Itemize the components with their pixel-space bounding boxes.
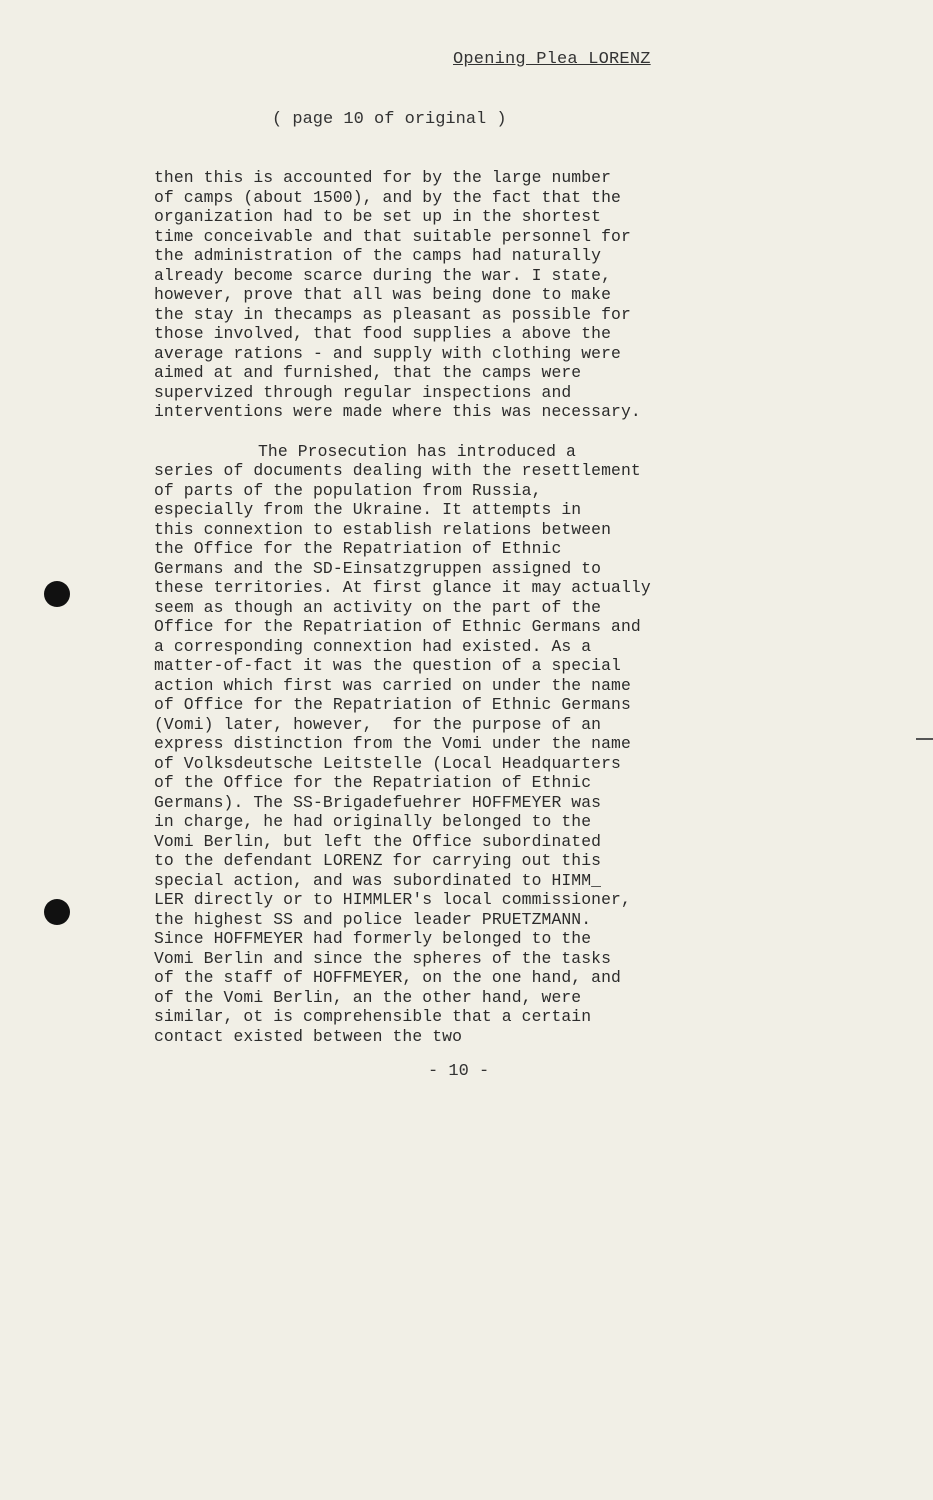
text-line: similar, ot is comprehensible that a certain (154, 1007, 592, 1026)
text-line: to the defendant LORENZ for carrying out this (154, 851, 602, 870)
paragraph-gap (154, 422, 754, 442)
text-line: interventions were made where this was necessary. (154, 402, 641, 421)
text-line: those involved, that food supplies a above the (154, 324, 612, 343)
text-line: supervized through regular inspections and (154, 382, 572, 402)
text-line: Germans). The SS-Brigadefuehrer HOFFMEYER was (154, 792, 602, 812)
paragraph-2 (154, 442, 754, 1047)
text-line: time conceivable and that suitable personnel for (154, 226, 631, 246)
text-line: the stay in thecamps as pleasant as possible for (154, 304, 631, 324)
page-number: - 10 - (428, 1062, 490, 1081)
text-line: the administration of the camps had naturally (154, 246, 602, 265)
text-line: matter-of-fact it was the question of a special (154, 656, 621, 675)
text-line: Vomi Berlin and since the spheres of the tasks (154, 948, 612, 968)
text-line: Since HOFFMEYER had formerly belonged to the (154, 929, 592, 948)
text-line: of camps (about 1500), and by the fact that the (154, 187, 621, 207)
paper-edge-mark (916, 738, 933, 754)
punch-hole (44, 899, 70, 925)
text-line: of parts of the population from Russia, (154, 480, 542, 500)
text-line: of the staff of HOFFMEYER, on the one hand, and (154, 968, 621, 987)
page-reference: ( page 10 of original ) (272, 110, 507, 129)
text-line: however, prove that all was being done to make (154, 285, 612, 304)
text-line: LER directly or to HIMMLER's local commissioner, (154, 890, 631, 909)
text-line: especially from the Ukraine. It attempts in (154, 500, 582, 519)
text-line: a corresponding connextion had existed. As a (154, 636, 592, 656)
text-line: then this is accounted for by the large number (154, 168, 612, 187)
text-line: contact existed between the two (154, 1026, 463, 1046)
text-line: this connextion to establish relations between (154, 519, 612, 539)
text-line: The Prosecution has introduced a (258, 441, 576, 461)
text-line: aimed at and furnished, that the camps were (154, 363, 582, 382)
text-line: these territories. At first glance it may actually (154, 578, 651, 597)
text-line: average rations - and supply with clothing were (154, 343, 621, 363)
body-text (154, 168, 754, 1046)
paragraph-1 (154, 168, 754, 422)
text-line: of the Office for the Repatriation of Ethnic (154, 773, 592, 792)
text-line: of Office for the Repatriation of Ethnic Germans (154, 695, 631, 714)
text-line: in charge, he had originally belonged to the (154, 812, 592, 831)
text-line: Vomi Berlin, but left the Office subordinated (154, 831, 602, 851)
text-line: of Volksdeutsche Leitstelle (Local Headquarters (154, 753, 621, 773)
text-line: special action, and was subordinated to HIMM_ (154, 870, 602, 890)
text-line: seem as though an activity on the part of the (154, 597, 602, 617)
text-line: the Office for the Repatriation of Ethnic (154, 539, 562, 558)
text-line: of the Vomi Berlin, an the other hand, were (154, 987, 582, 1007)
text-line: organization had to be set up in the shortest (154, 207, 602, 226)
punch-hole (44, 581, 70, 607)
running-title: Opening Plea_LORENZ (453, 50, 651, 69)
text-line: Office for the Repatriation of Ethnic Germans and (154, 617, 641, 636)
text-line: express distinction from the Vomi under the name (154, 734, 631, 753)
text-line: Germans and the SD-Einsatzgruppen assigned to (154, 558, 602, 578)
text-line: (Vomi) later, however, for the purpose of an (154, 714, 602, 734)
text-line: action which first was carried on under the name (154, 675, 631, 695)
text-line: series of documents dealing with the resettlement (154, 461, 641, 480)
text-line: the highest SS and police leader PRUETZMANN. (154, 909, 592, 929)
text-line: already become scarce during the war. I state, (154, 265, 612, 285)
